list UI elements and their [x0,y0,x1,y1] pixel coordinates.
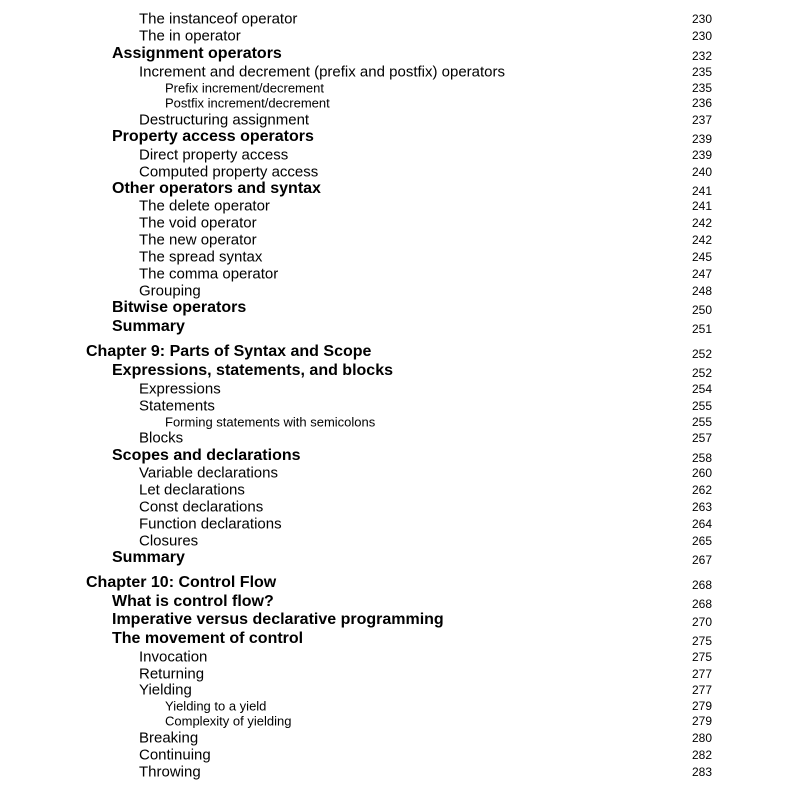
toc-page-number: 250 [692,302,713,317]
toc-page-number: 257 [692,431,713,445]
toc-entry-title: Prefix increment/decrement [165,80,324,96]
toc-page-number: 263 [692,500,713,514]
toc-entry-title: Grouping [139,282,201,300]
toc-entry-title: Other operators and syntax [112,180,321,197]
toc-page-number: 237 [692,113,713,127]
toc-entry-title: Summary [112,318,185,335]
toc-entry-title: Statements [139,397,215,415]
toc-entry-title: Blocks [139,429,184,447]
toc-page-number: 283 [692,765,713,779]
toc-entry-title: Let declarations [139,481,245,499]
toc-entry-title: Expressions [139,380,221,398]
toc-entry-title: Property access operators [112,128,314,145]
toc-page-number: 235 [692,81,713,95]
toc-page-number: 230 [692,12,713,26]
toc-entry-title: Computed property access [139,163,319,181]
toc-page-number: 255 [692,415,713,429]
toc-page-number: 279 [692,699,713,713]
toc-page-number: 239 [692,148,713,162]
toc-page-number: 277 [692,683,713,697]
toc-page-number: 252 [692,346,713,361]
toc-entry-title: Variable declarations [139,464,278,482]
toc-page-number: 282 [692,748,713,762]
toc-entry-title: The spread syntax [139,248,263,266]
toc-page-number: 247 [692,267,713,281]
toc-page-number: 262 [692,483,713,497]
toc-page-number: 248 [692,284,713,298]
toc-page-number: 241 [692,183,713,198]
toc-page-number: 270 [692,614,713,629]
toc-page-number: 252 [692,365,713,380]
toc-entry-title: Breaking [139,729,199,747]
toc-page-number: 232 [692,48,713,63]
toc-page-number: 279 [692,714,713,728]
toc-entry-title: Bitwise operators [112,299,247,316]
toc-entry-title: Postfix increment/decrement [165,95,330,111]
toc-page-number: 275 [692,650,713,664]
toc-entry-title: Increment and decrement (prefix and postfix) operators [139,63,506,81]
toc-entry-title: Scopes and declarations [112,447,301,464]
toc-page-number: 275 [692,633,713,648]
toc-page-number: 258 [692,450,713,465]
toc-entry-title: Forming statements with semicolons [165,414,376,430]
toc-entry-title: Invocation [139,648,208,666]
toc-page-number: 235 [692,65,713,79]
toc-entry-title: Summary [112,549,185,566]
toc-page-number: 245 [692,250,713,264]
toc-page-number: 268 [692,596,713,611]
toc-entry-title: Imperative versus declarative programming [112,611,444,628]
toc-page-number: 264 [692,517,713,531]
toc-page-number: 242 [692,216,713,230]
toc-entry-title: Destructuring assignment [139,111,310,129]
toc-entry-title: What is control flow? [112,593,274,610]
toc-entry-title: Continuing [139,746,211,764]
toc-page-number: 280 [692,731,713,745]
toc-page-number: 260 [692,466,713,480]
toc-entry-title: The movement of control [112,630,304,647]
toc-entry-title: The new operator [139,231,257,249]
toc-entry-title: Direct property access [139,146,289,164]
toc-page-number: 254 [692,382,713,396]
toc-page-number: 242 [692,233,713,247]
toc-entry-title: Chapter 9: Parts of Syntax and Scope [86,343,372,360]
toc-entry-title: Function declarations [139,515,282,533]
toc-entry-title: Assignment operators [112,45,282,62]
toc-entry-title: Throwing [139,763,201,781]
toc-page-number: 255 [692,399,713,413]
toc-page-number: 265 [692,534,713,548]
toc-page-number: 251 [692,321,713,336]
toc-entry-title: The in operator [139,27,241,45]
toc-page-number: 277 [692,667,713,681]
toc-entry-title: The delete operator [139,197,270,215]
toc-entry-title: Complexity of yielding [165,713,292,729]
toc-entry-title: Const declarations [139,498,264,516]
toc-page-number: 241 [692,199,713,213]
toc-entry-title: Expressions, statements, and blocks [112,362,393,379]
toc-page-number: 240 [692,165,713,179]
toc-entry-title: Chapter 10: Control Flow [86,574,277,591]
toc-entry-title: The void operator [139,214,257,232]
toc-entry-title: The instanceof operator [139,10,298,28]
toc-page-number: 239 [692,131,713,146]
toc-page-number: 230 [692,29,713,43]
toc-page-number: 268 [692,577,713,592]
toc-entry-title: Closures [139,532,199,550]
toc-entry-title: Returning [139,665,205,683]
toc-entry-title: Yielding to a yield [165,698,267,714]
toc-entry-title: Yielding [139,681,192,699]
toc-entry-title: The comma operator [139,265,279,283]
toc-page-number: 236 [692,96,713,110]
toc-page-number: 267 [692,552,713,567]
